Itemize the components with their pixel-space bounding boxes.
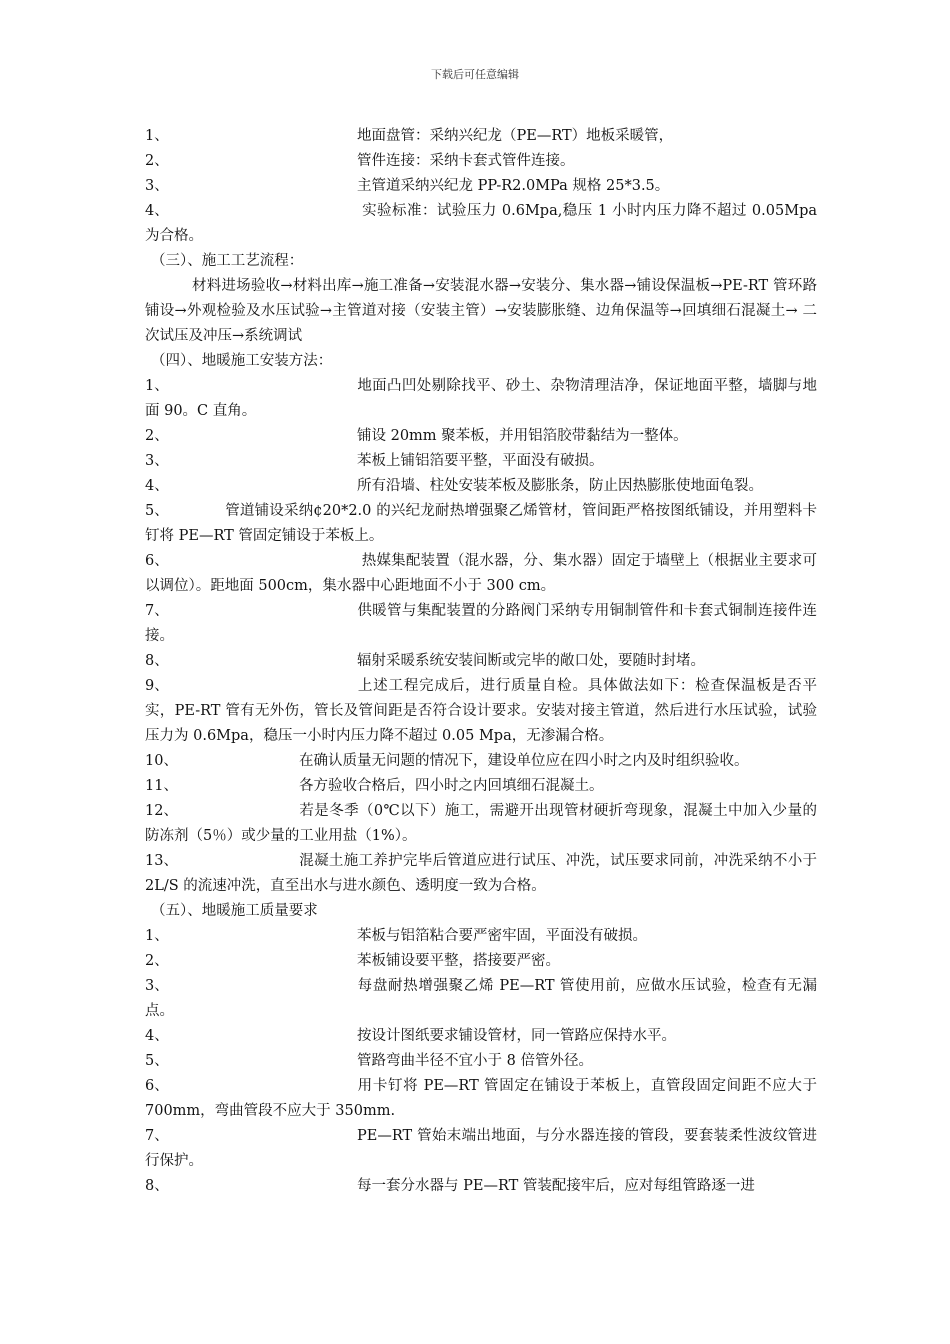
item-number: 1、	[145, 928, 169, 944]
section-heading: （四）、地暖施工安装方法：	[151, 353, 333, 369]
page-header: 下载后可任意编辑	[431, 68, 519, 81]
list-item	[145, 374, 817, 424]
item-text: 所有沿墙、柱处安装苯板及膨胀条，防止因热膨胀使地面龟裂。	[357, 478, 763, 494]
item-text: 管道铺设采纳¢20*2.0 的兴纪龙耐热增强聚乙烯管材，管间距严格按图纸铺设，并用塑料卡钉将 PE—RT 管固定铺设于苯板上。	[145, 503, 817, 544]
list-item	[145, 199, 817, 249]
item-text: 苯板铺设要平整，搭接要严密。	[357, 953, 560, 969]
item-number: 4、	[145, 203, 169, 219]
item-number: 1、	[145, 378, 169, 394]
item-text: 主管道采纳兴纪龙 PP-R2.0MPa 规格 25*3.5。	[357, 178, 670, 194]
list-item	[145, 974, 817, 1024]
item-text: 苯板上铺铝箔要平整，平面没有破损。	[357, 453, 604, 469]
list-item	[145, 124, 817, 149]
item-number: 8、	[145, 1178, 169, 1194]
item-number: 5、	[145, 1053, 169, 1069]
item-text: 每一套分水器与 PE—RT 管装配接牢后，应对每组管路逐一进	[357, 1178, 755, 1194]
list-item	[145, 149, 817, 174]
list-item	[145, 949, 817, 974]
list-item	[145, 749, 817, 774]
list-item	[145, 1074, 817, 1124]
item-text: 地面凸凹处剔除找平、砂土、杂物清理洁净，保证地面平整，墙脚与地面 90。C 直角。	[145, 378, 817, 419]
item-text: 铺设 20mm 聚苯板，并用铝箔胶带黏结为一整体。	[357, 428, 688, 444]
list-item	[145, 449, 817, 474]
item-number: 11、	[145, 778, 178, 794]
list-item	[145, 174, 817, 199]
list-item	[145, 674, 817, 749]
item-number: 3、	[145, 978, 169, 994]
item-number: 5、	[145, 503, 169, 519]
list-item	[145, 799, 817, 849]
list-item	[145, 499, 817, 549]
item-number: 10、	[145, 753, 178, 769]
list-item	[145, 924, 817, 949]
item-number: 2、	[145, 428, 169, 444]
document-body	[145, 124, 817, 1199]
item-number: 13、	[145, 853, 178, 869]
item-text: 管件连接：采纳卡套式管件连接。	[357, 153, 575, 169]
item-text: 管路弯曲半径不宜小于 8 倍管外径。	[357, 1053, 593, 1069]
item-number: 4、	[145, 1028, 169, 1044]
item-number: 2、	[145, 153, 169, 169]
item-number: 7、	[145, 1128, 169, 1144]
item-text: 苯板与铝箔粘合要严密牢固，平面没有破损。	[357, 928, 647, 944]
list-item	[145, 649, 817, 674]
process-flow: 材料进场验收→材料出库→施工准备→安装混水器→安装分、集水器→铺设保温板→PE-RT 管环路铺设→外观检验及水压试验→主管道对接（安装主管）→安装膨胀缝、边角保温等→回填细石混凝土→ 二次试压及冲压→系统调试	[145, 278, 817, 344]
item-text: 实验标准：试验压力 0.6Mpa,稳压 1 小时内压力降不超过 0.05Mpa 为合格。	[145, 203, 817, 244]
list-item	[145, 549, 817, 599]
item-text: 各方验收合格后，四小时之内回填细石混凝土。	[299, 778, 604, 794]
list-item	[145, 774, 817, 799]
item-number: 2、	[145, 953, 169, 969]
item-text: 热媒集配装置（混水器，分、集水器）固定于墙壁上（根据业主要求可以调位）。距地面 500cm，集水器中心距地面不小于 300 cm。	[145, 553, 817, 594]
item-number: 3、	[145, 178, 169, 194]
item-number: 9、	[145, 678, 169, 694]
item-text: 供暖管与集配装置的分路阀门采纳专用铜制管件和卡套式铜制连接件连接。	[145, 603, 817, 644]
item-text: 混凝土施工养护完毕后管道应进行试压、冲洗，试压要求同前，冲洗采纳不小于 2L/S 的流速冲洗，直至出水与进水颜色、透明度一致为合格。	[145, 853, 817, 894]
list-item	[145, 1024, 817, 1049]
list-item	[145, 474, 817, 499]
item-text: 上述工程完成后，进行质量自检。具体做法如下：检查保温板是否平实，PE-RT 管有无外伤，管长及管间距是否符合设计要求。安装对接主管道，然后进行水压试验，试验压力为 0.6Mpa，稳压一小时内压力降不超过 0.05 Mpa，无渗漏合格。	[145, 678, 817, 744]
list-item	[145, 849, 817, 899]
list-item	[145, 599, 817, 649]
list-item	[145, 1174, 817, 1199]
section-heading: （五）、地暖施工质量要求	[151, 903, 318, 919]
item-number: 6、	[145, 553, 169, 569]
item-text: PE—RT 管始末端出地面，与分水器连接的管段，要套装柔性波纹管进行保护。	[145, 1128, 817, 1169]
item-number: 7、	[145, 603, 169, 619]
list-item	[145, 1049, 817, 1074]
item-text: 按设计图纸要求铺设管材，同一管路应保持水平。	[357, 1028, 676, 1044]
item-number: 8、	[145, 653, 169, 669]
item-number: 3、	[145, 453, 169, 469]
item-text: 若是冬季（0℃以下）施工，需避开出现管材硬折弯现象，混凝土中加入少量的防冻剂（5％）或少量的工业用盐（1%）。	[145, 803, 817, 844]
item-number: 4、	[145, 478, 169, 494]
item-text: 每盘耐热增强聚乙烯 PE—RT 管使用前，应做水压试验，检查有无漏点。	[145, 978, 817, 1019]
item-text: 用卡钉将 PE—RT 管固定在铺设于苯板上，直管段固定间距不应大于 700mm，弯曲管段不应大于 350mm.	[145, 1078, 817, 1119]
item-text: 地面盘管：采纳兴纪龙（PE—RT）地板采暖管，	[357, 128, 674, 144]
item-text: 在确认质量无问题的情况下，建设单位应在四小时之内及时组织验收。	[299, 753, 749, 769]
item-number: 1、	[145, 128, 169, 144]
list-item	[145, 1124, 817, 1174]
item-number: 12、	[145, 803, 178, 819]
item-text: 辐射采暖系统安装间断或完毕的敞口处，要随时封堵。	[357, 653, 705, 669]
list-item	[145, 424, 817, 449]
section-heading: （三）、施工工艺流程：	[151, 253, 304, 269]
item-number: 6、	[145, 1078, 169, 1094]
